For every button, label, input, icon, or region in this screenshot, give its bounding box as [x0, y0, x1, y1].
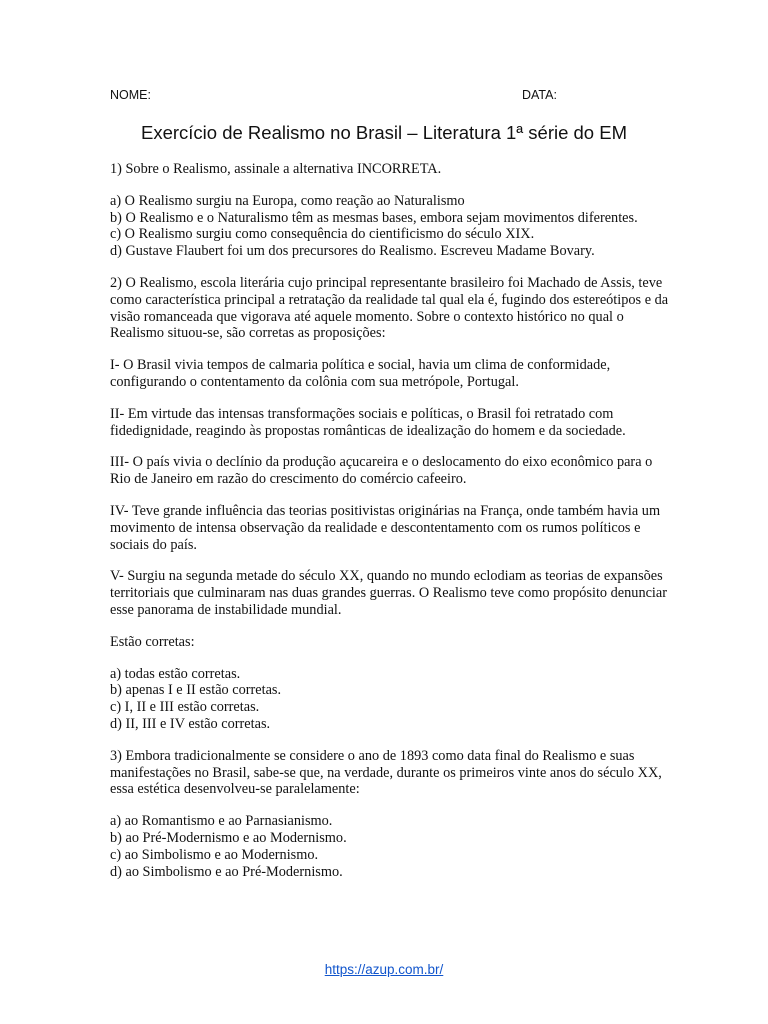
question-3-stem-block: [110, 748, 670, 798]
footer: [0, 962, 768, 977]
question-3-option-b[interactable]: b) ao Pré-Modernismo e ao Modernismo.: [110, 829, 347, 846]
data-label: DATA:: [522, 88, 557, 102]
proposition-2-block: [110, 406, 670, 440]
proposition-3: III- O país vivia o declínio da produção açucareira e o deslocamento do eixo econômico para o Rio de Janeiro em razão do crescimento do comércio cafeeiro.: [110, 454, 653, 488]
question-3-option-a[interactable]: a) ao Romantismo e ao Parnasianismo.: [110, 813, 333, 830]
question-2-option-c[interactable]: c) I, II e III estão corretas.: [110, 699, 260, 716]
question-2-stem: 2) O Realismo, escola literária cujo principal representante brasileiro foi Machado de Assis, teve como característica principal a retratação da realidade tal qual ela é, fugindo dos estereótipos e da visão romanceada que vigorava até aquele momento. Sobre o contexto histórico no qual o Realismo situou-se, são corretas as proposições:: [110, 274, 669, 342]
proposition-2: II- Em virtude das intensas transformações sociais e políticas, o Brasil foi retratado com fidedignidade, reagindo às propostas românticas de idealização do homem e da sociedade.: [110, 405, 626, 439]
question-3-options: [110, 813, 670, 880]
question-3-option-c[interactable]: c) ao Simbolismo e ao Modernismo.: [110, 846, 319, 863]
question-2-stem-block: [110, 275, 670, 342]
proposition-1-block: [110, 357, 670, 391]
proposition-4-block: [110, 503, 670, 553]
question-1-option-b[interactable]: b) O Realismo e o Naturalismo têm as mesmas bases, embora sejam movimentos diferentes.: [110, 209, 638, 226]
proposition-5: V- Surgiu na segunda metade do século XX, quando no mundo eclodiam as teorias de expansões territoriais que culminaram nas duas grandes guerras. O Realismo teve como propósito denunciar esse panorama de instabilidade mundial.: [110, 568, 668, 618]
question-2-option-b[interactable]: b) apenas I e II estão corretas.: [110, 682, 282, 699]
question-1-option-c[interactable]: c) O Realismo surgiu como consequência do cientificismo do século XIX.: [110, 226, 535, 243]
question-3-option-d[interactable]: d) ao Simbolismo e ao Pré-Modernismo.: [110, 863, 343, 880]
source-link[interactable]: https://azup.com.br/: [324, 962, 444, 977]
question-2-options: [110, 666, 670, 733]
question-1-stem-block: [110, 161, 670, 178]
question-1-options: [110, 193, 670, 260]
question-2-prompt-block: [110, 634, 670, 651]
nome-label: NOME:: [110, 88, 151, 102]
student-header: [110, 88, 630, 106]
question-1-option-d[interactable]: d) Gustave Flaubert foi um dos precursores do Realismo. Escreveu Madame Bovary.: [110, 243, 595, 260]
page-title: Exercício de Realismo no Brasil – Literatura 1ª série do EM: [140, 122, 627, 143]
worksheet-body: [110, 161, 670, 880]
question-1-stem: 1) Sobre o Realismo, assinale a alternativa INCORRETA.: [110, 161, 442, 177]
proposition-1: I- O Brasil vivia tempos de calmaria política e social, havia um clima de conformidade, configurando o contentamento da colônia com sua metrópole, Portugal.: [110, 357, 611, 390]
question-2-option-d[interactable]: d) II, III e IV estão corretas.: [110, 715, 271, 732]
proposition-3-block: [110, 454, 670, 488]
proposition-4: IV- Teve grande influência das teorias positivistas originárias na França, onde também havia um movimento de intensa observação da realidade e descontentamento com os rumos políticos e sociais do país.: [110, 502, 661, 553]
question-3-stem: 3) Embora tradicionalmente se considere o ano de 1893 como data final do Realismo e suas manifestações no Brasil, sabe-se que, na verdade, durante os primeiros vinte anos do século XX, essa estética desenvolveu-se paralelamente:: [110, 747, 662, 798]
proposition-5-block: [110, 568, 670, 618]
question-2-prompt: Estão corretas:: [110, 633, 195, 650]
question-1-option-a[interactable]: a) O Realismo surgiu na Europa, como reação ao Naturalismo: [110, 192, 465, 209]
question-2-option-a[interactable]: a) todas estão corretas.: [110, 665, 241, 682]
